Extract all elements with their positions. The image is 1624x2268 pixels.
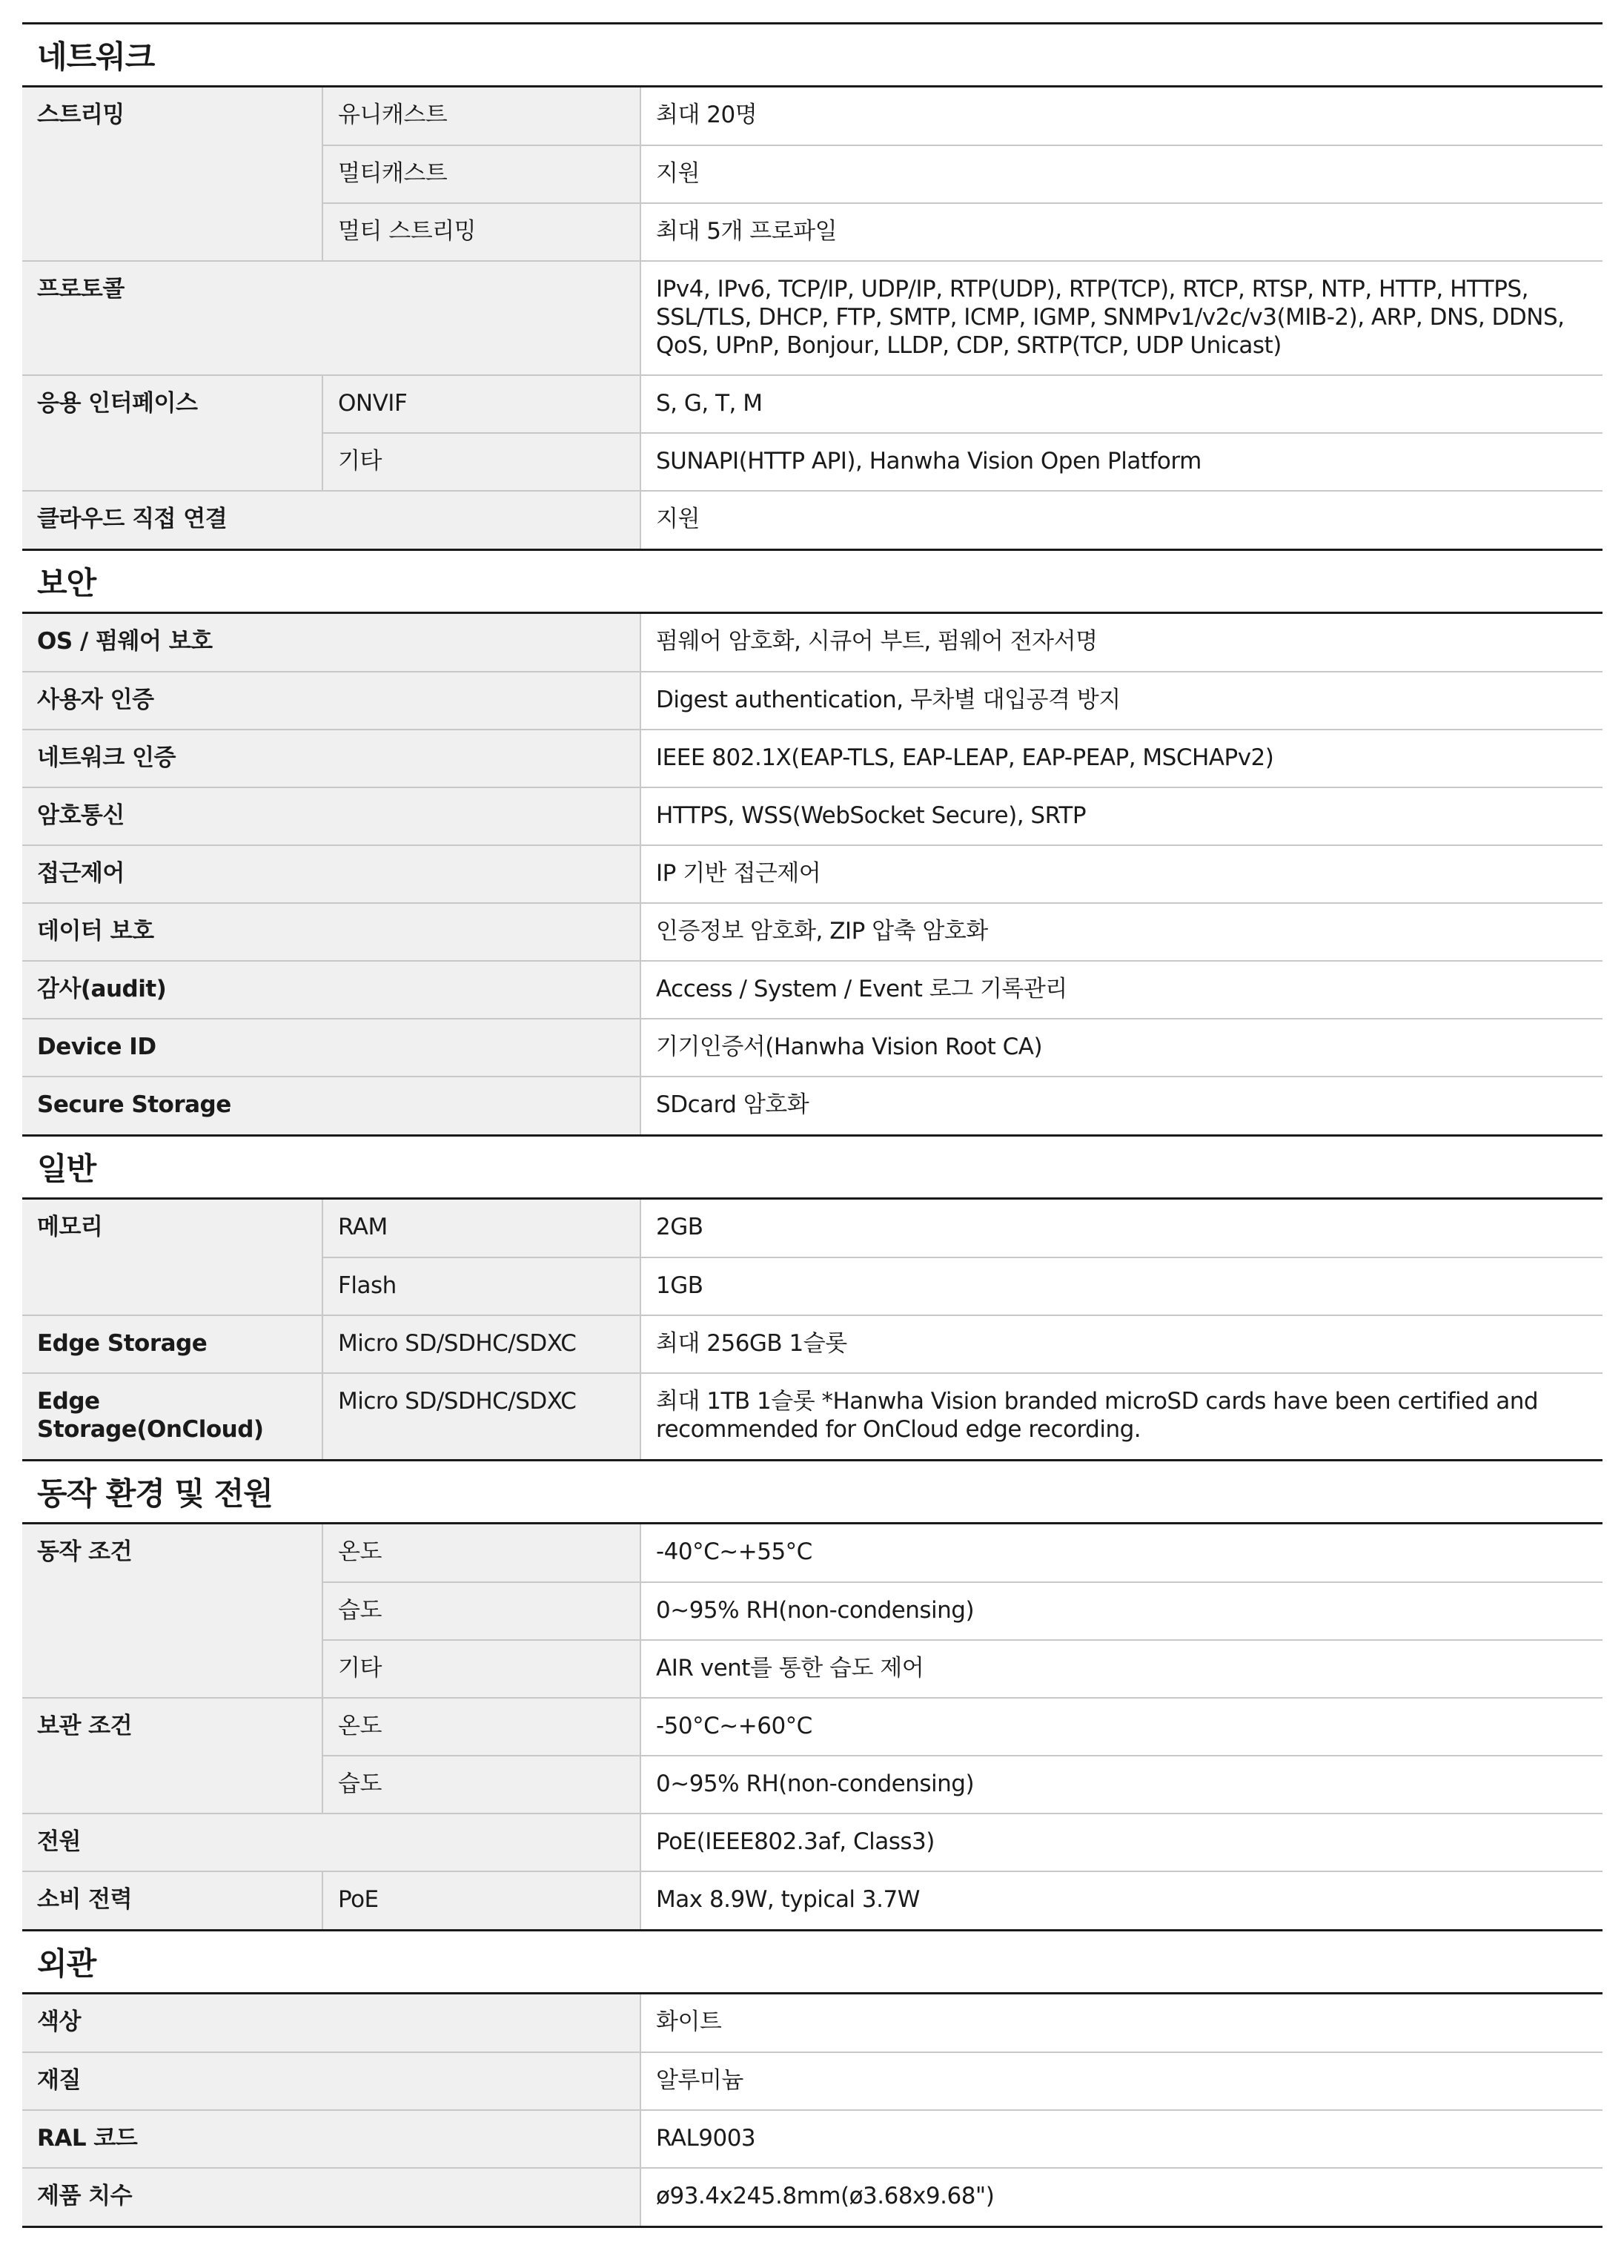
spec-value: PoE(IEEE802.3af, Class3) <box>640 1814 1603 1871</box>
spec-subcategory: 멀티 스트리밍 <box>322 203 640 261</box>
spec-value: 펌웨어 암호화, 시큐어 부트, 펌웨어 전자서명 <box>640 614 1603 672</box>
spec-category: 암호통신 <box>22 787 640 845</box>
section-title: 동작 환경 및 전원 <box>22 1459 1603 1524</box>
spec-row <box>22 903 1603 961</box>
spec-value: HTTPS, WSS(WebSocket Secure), SRTP <box>640 787 1603 845</box>
spec-subcategory: 온도 <box>322 1698 640 1756</box>
spec-value: 지원 <box>640 491 1603 549</box>
spec-subcategory: 유니캐스트 <box>322 87 640 145</box>
spec-value: IP 기반 접근제어 <box>640 845 1603 903</box>
spec-value: 알루미늄 <box>640 2052 1603 2110</box>
spec-row <box>22 1871 1603 1929</box>
spec-table <box>22 1994 1603 2226</box>
spec-row <box>22 1524 1603 1582</box>
spec-value: 최대 20명 <box>640 87 1603 145</box>
spec-category: 보관 조건 <box>22 1698 322 1814</box>
spec-row <box>22 261 1603 375</box>
spec-category: 메모리 <box>22 1200 322 1315</box>
spec-row <box>22 491 1603 549</box>
spec-category: 클라우드 직접 연결 <box>22 491 640 549</box>
spec-row <box>22 1019 1603 1077</box>
spec-category: Secure Storage <box>22 1077 640 1134</box>
spec-value: 0~95% RH(non-condensing) <box>640 1582 1603 1640</box>
spec-value: S, G, T, M <box>640 375 1603 433</box>
spec-row <box>22 2052 1603 2110</box>
spec-value: 1GB <box>640 1257 1603 1315</box>
spec-category: 감사(audit) <box>22 961 640 1019</box>
spec-table <box>22 614 1603 1134</box>
spec-subcategory: ONVIF <box>322 375 640 433</box>
spec-value: SUNAPI(HTTP API), Hanwha Vision Open Platform <box>640 433 1603 491</box>
spec-value: Access / System / Event 로그 기록관리 <box>640 961 1603 1019</box>
spec-category: 접근제어 <box>22 845 640 903</box>
spec-category: 제품 치수 <box>22 2168 640 2226</box>
spec-row <box>22 1994 1603 2052</box>
spec-value: 지원 <box>640 145 1603 203</box>
spec-category: 응용 인터페이스 <box>22 375 322 491</box>
spec-category: Device ID <box>22 1019 640 1077</box>
spec-value: 인증정보 암호화, ZIP 압축 암호화 <box>640 903 1603 961</box>
spec-subcategory: 기타 <box>322 433 640 491</box>
spec-row <box>22 1200 1603 1257</box>
spec-value: -50°C~+60°C <box>640 1698 1603 1756</box>
spec-row <box>22 845 1603 903</box>
spec-category: 전원 <box>22 1814 640 1871</box>
spec-category: OS / 펌웨어 보호 <box>22 614 640 672</box>
spec-row <box>22 87 1603 145</box>
spec-value: RAL9003 <box>640 2110 1603 2168</box>
section-title: 보안 <box>22 549 1603 614</box>
spec-subcategory: 멀티캐스트 <box>322 145 640 203</box>
spec-value: Digest authentication, 무차별 대입공격 방지 <box>640 672 1603 730</box>
spec-row <box>22 1077 1603 1134</box>
spec-table <box>22 87 1603 549</box>
spec-category: Edge Storage <box>22 1315 322 1373</box>
spec-category: 소비 전력 <box>22 1871 322 1929</box>
spec-category: RAL 코드 <box>22 2110 640 2168</box>
spec-row <box>22 2168 1603 2226</box>
spec-value: 최대 256GB 1슬롯 <box>640 1315 1603 1373</box>
spec-subcategory: Micro SD/SDHC/SDXC <box>322 1315 640 1373</box>
spec-category: 네트워크 인증 <box>22 730 640 787</box>
spec-subcategory: 습도 <box>322 1582 640 1640</box>
spec-row <box>22 1373 1603 1459</box>
spec-row <box>22 672 1603 730</box>
spec-category: 재질 <box>22 2052 640 2110</box>
section-title: 외관 <box>22 1929 1603 1994</box>
spec-category: Edge Storage(OnCloud) <box>22 1373 322 1459</box>
spec-category: 색상 <box>22 1994 640 2052</box>
spec-row <box>22 1698 1603 1756</box>
spec-row <box>22 2110 1603 2168</box>
spec-subcategory: 온도 <box>322 1524 640 1582</box>
spec-value: IPv4, IPv6, TCP/IP, UDP/IP, RTP(UDP), RTP(TCP), RTCP, RTSP, NTP, HTTP, HTTPS, SSL/TLS, DHCP, FTP, SMTP, ICMP, IGMP, SNMPv1/v2c/v3(MIB-2), ARP, DNS, DDNS, QoS, UPnP, Bonjour, LLDP, CDP, SRTP(TCP, UDP Unicast) <box>640 261 1603 375</box>
spec-row <box>22 787 1603 845</box>
spec-subcategory: Micro SD/SDHC/SDXC <box>322 1373 640 1459</box>
section-title: 일반 <box>22 1134 1603 1200</box>
spec-row <box>22 730 1603 787</box>
spec-category: 데이터 보호 <box>22 903 640 961</box>
spec-row <box>22 1814 1603 1871</box>
spec-value: -40°C~+55°C <box>640 1524 1603 1582</box>
spec-value: SDcard 암호화 <box>640 1077 1603 1134</box>
spec-value: 기기인증서(Hanwha Vision Root CA) <box>640 1019 1603 1077</box>
spec-value: 최대 5개 프로파일 <box>640 203 1603 261</box>
spec-subcategory: 기타 <box>322 1640 640 1698</box>
spec-value: Max 8.9W, typical 3.7W <box>640 1871 1603 1929</box>
bottom-rule <box>22 2226 1603 2228</box>
spec-category: 스트리밍 <box>22 87 322 261</box>
section-title: 네트워크 <box>22 22 1603 87</box>
spec-category: 동작 조건 <box>22 1524 322 1698</box>
spec-sheet <box>22 22 1603 2228</box>
spec-subcategory: RAM <box>322 1200 640 1257</box>
spec-table <box>22 1524 1603 1929</box>
spec-category: 사용자 인증 <box>22 672 640 730</box>
spec-value: 0~95% RH(non-condensing) <box>640 1756 1603 1814</box>
spec-subcategory: PoE <box>322 1871 640 1929</box>
spec-value: ø93.4x245.8mm(ø3.68x9.68") <box>640 2168 1603 2226</box>
spec-subcategory: Flash <box>322 1257 640 1315</box>
spec-row <box>22 375 1603 433</box>
spec-value: AIR vent를 통한 습도 제어 <box>640 1640 1603 1698</box>
spec-value: 최대 1TB 1슬롯 *Hanwha Vision branded microSD cards have been certified and recommended for OnCloud edge recording. <box>640 1373 1603 1459</box>
spec-value: 화이트 <box>640 1994 1603 2052</box>
spec-table <box>22 1200 1603 1459</box>
spec-subcategory: 습도 <box>322 1756 640 1814</box>
spec-row <box>22 614 1603 672</box>
spec-row <box>22 1315 1603 1373</box>
spec-value: IEEE 802.1X(EAP-TLS, EAP-LEAP, EAP-PEAP, MSCHAPv2) <box>640 730 1603 787</box>
spec-value: 2GB <box>640 1200 1603 1257</box>
spec-category: 프로토콜 <box>22 261 640 375</box>
spec-row <box>22 961 1603 1019</box>
